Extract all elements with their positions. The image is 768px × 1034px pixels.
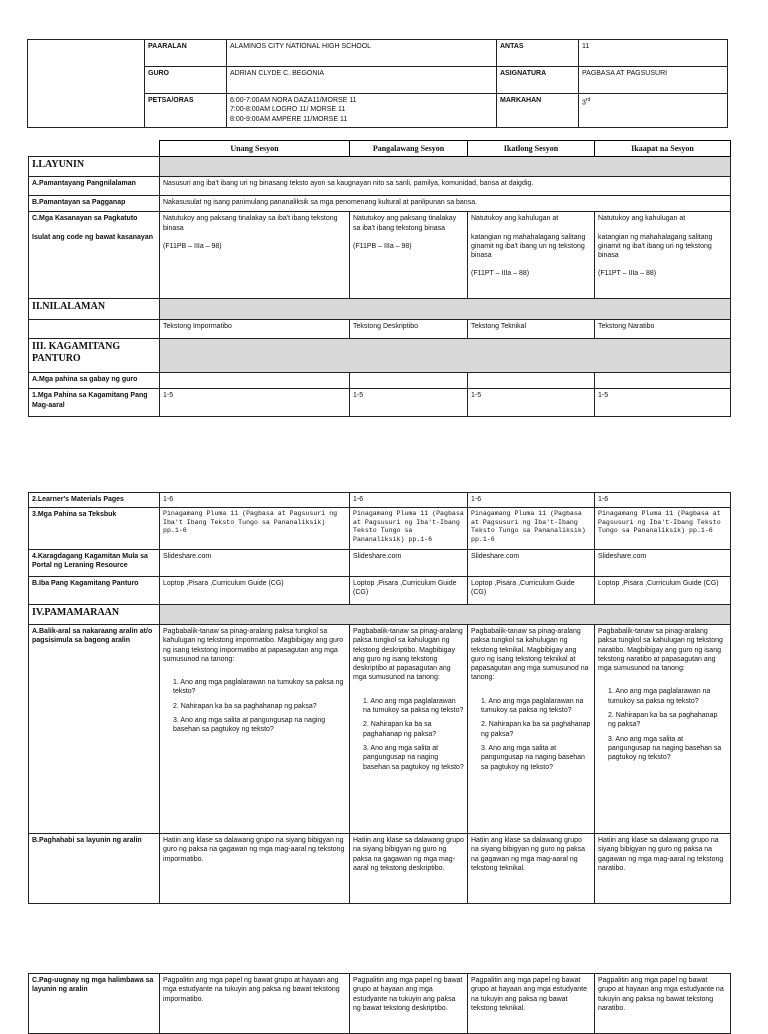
row-label: A.Mga pahina sa gabay ng guro xyxy=(29,373,160,389)
cell: Hatiin ang klase sa dalawang grupo na siyang bibigyan ng guro ng paksa na gagawan ng mga mag-aaral ng tekstong naratibo. xyxy=(595,834,731,904)
cell: Slideshare.com xyxy=(350,550,468,577)
col-pangalawa: Pangalawang Sesyon xyxy=(350,141,468,157)
markahan-label: MARKAHAN xyxy=(497,94,579,128)
row-label: 4.Karagdagang Kagamitan Mula sa Portal ng Leraning Resource xyxy=(29,550,160,577)
row-label: B.Paghahabi sa layunin ng aralin xyxy=(29,834,160,904)
cell: Hatiin ang klase sa dalawang grupo na siyang bibigyan ng guro ng paksa na gagawan ng mga mag-aaral ng tekstong impormatibo. xyxy=(160,834,350,904)
cell: Pinagamang Pluma 11 (Pagbasa at Pagsusuri ng Iba't-Ibang Teksto Tungo sa Pananaliksik) pp.1-6 xyxy=(595,508,731,550)
cell: Pagbabalik-tanaw sa pinag-aralang paksa tungkol sa kahulugan ng tekstong teknikal. Magbibigay ang guro ng isang tekstong teknikal at papasagutan ang mga sumusunod na tanong: 1. Ano ang mga paglalarawan na tumukoy sa paksa ng teksto? 2. Nahirapan ka ba sa paghahanap ng paksa? 3. Ano ang mga salita at pangungusap na naging basehan sa pagtukoy ng teksto? xyxy=(468,625,595,834)
cell: 1-6 xyxy=(595,493,731,508)
markahan-value: 3rd xyxy=(579,94,728,128)
plan-table-2 xyxy=(28,492,731,904)
guro-label: GURO xyxy=(145,67,227,94)
header-table xyxy=(27,39,728,128)
cell: Loptop ,Pisara ,Curriculum Guide (CG) xyxy=(350,577,468,605)
col-ikaapat: Ikaapat na Sesyon xyxy=(595,141,731,157)
row-label: A.Pamantayang Pangnilalaman xyxy=(29,177,160,196)
cell: Natutukoy ang kahulugan at katangian ng mahahalagang salitang ginamit ng iba't ibang uri ng tekstong binasa (F11PT – IIIa – 88) xyxy=(595,212,731,299)
guro-value: ADRIAN CLYDE C. BEGONIA xyxy=(227,67,497,94)
cell: Pagpalitin ang mga papel ng bawat grupo at hayaan ang mga estudyante na tukuyin ang paksa ng bawat tekstong impormatibo. xyxy=(160,974,350,1034)
section-nilalaman: II.NILALAMAN xyxy=(29,299,160,320)
cell: Loptop ,Pisara ,Curriculum Guide (CG) xyxy=(468,577,595,605)
cell: 1-5 xyxy=(160,389,350,417)
cell: Loptop ,Pisara ,Curriculum Guide (CG) xyxy=(160,577,350,605)
cell: Pagbabalik-tanaw sa pinag-aralang paksa tungkol sa kahulugan ng tekstong naratibo. Magbibigay ang guro ng isang tekstong naratibo at papasagutan ang mga sumusunod na tanong: 1. Ano ang mga paglalarawan na tumukoy sa paksa ng teksto? 2. Nahirapan ka ba sa paghahanap ng paksa? 3. Ano ang mga salita at pangungusap na naging basehan sa pagtukoy ng teksto? xyxy=(595,625,731,834)
cell: Pagbabalik-tanaw sa pinag-aralang paksa tungkol sa kahulugan ng tekstong impormatibo. Magbibigay ang guro ng isang tekstong impormatibo at papasagutan ang mga sumusunod na tanong: 1. Ano ang mga paglalarawan na tumukoy sa paksa ng teksto? 2. Nahirapan ka ba sa paghahanap ng paksa? 3. Ano ang mga salita at pangungusap na naging basehan sa pagtukoy ng teksto? xyxy=(160,625,350,834)
cell: Natutukoy ang kahulugan at katangian ng mahahalagang salitang ginamit ng iba't ibang uri ng tekstong binasa (F11PT – IIIa – 88) xyxy=(468,212,595,299)
row-value: Nakasusulat ng isang panimulang pananaliksik sa mga penomenang kultural at panlipunan sa bansa. xyxy=(160,196,731,212)
section-kagamitan: III. KAGAMITANG PANTURO xyxy=(29,339,160,373)
antas-label: ANTAS xyxy=(497,40,579,67)
col-ikatlo: Ikatlong Sesyon xyxy=(468,141,595,157)
row-label: 1.Mga Pahina sa Kagamitang Pang Mag-aaral xyxy=(29,389,160,417)
cell: Hatiin ang klase sa dalawang grupo na siyang bibigyan ng guro ng paksa na gagawan ng mga mag-aaral ng tekstong deskriptibo. xyxy=(350,834,468,904)
row-label: B.Pamantayan sa Pagganap xyxy=(29,196,160,212)
cell: Slideshare.com xyxy=(160,550,350,577)
section-pamamaraan: IV.PAMAMARAAN xyxy=(29,605,160,625)
col-unang: Unang Sesyon xyxy=(160,141,350,157)
cell: Tekstong Deskriptibo xyxy=(350,320,468,339)
asignatura-value: PAGBASA AT PAGSUSURI xyxy=(579,67,728,94)
cell: Tekstong Teknikal xyxy=(468,320,595,339)
cell: 1-5 xyxy=(468,389,595,417)
row-label: 3.Mga Pahina sa Teksbuk xyxy=(29,508,160,550)
cell: 1-5 xyxy=(350,389,468,417)
cell: Hatiin ang klase sa dalawang grupo na siyang bibigyan ng guro ng paksa na gagawan ng mga mag-aaral ng tekstong teknikal. xyxy=(468,834,595,904)
cell: Pinagamang Pluma 11 (Pagbasa at Pagsusuri ng Iba't-Ibang Teksto Tungo sa Pananaliksik) pp.1-6 xyxy=(468,508,595,550)
cell: Pagbabalik-tanaw sa pinag-aralang paksa tungkol sa kahulugan ng tekstong deskriptibo. Magbibigay ang guro ng isang tekstong deskriptibo at papasagutan ang mga sumusunod na tanong: 1. Ano ang mga paglalarawan na tumukoy sa paksa ng teksto? 2. Nahirapan ka ba sa paghahanap ng paksa? 3. Ano ang mga salita at pangungusap na naging basehan sa pagtukoy ng teksto? xyxy=(350,625,468,834)
cell: Pinagamang Pluma 11 (Pagbasa at Pagsusuri ng Iba't Ibang Teksto Tungo sa Pananaliksik) pp.1-6 xyxy=(160,508,350,550)
paaralan-value: ALAMINOS CITY NATIONAL HIGH SCHOOL xyxy=(227,40,497,67)
petsa-line: 7:00-8:00AM LOGRO 11/ MORSE 11 xyxy=(230,106,346,114)
cell: 1-6 xyxy=(468,493,595,508)
cell: Loptop ,Pisara ,Curriculum Guide (CG) xyxy=(595,577,731,605)
cell: 1-5 xyxy=(595,389,731,417)
cell: Slideshare.com xyxy=(468,550,595,577)
antas-value: 11 xyxy=(579,40,728,67)
row-label: 2.Learner's Materials Pages xyxy=(29,493,160,508)
cell: Slideshare.com xyxy=(595,550,731,577)
row-label: A.Balik-aral sa nakaraang aralin at/o pagsisimula sa bagong aralin xyxy=(29,625,160,834)
petsa-label: PETSA/ORAS xyxy=(145,94,227,128)
cell: 1-6 xyxy=(160,493,350,508)
petsa-line: 6:00-7:00AM NORA DAZA11/MORSE 11 xyxy=(230,97,357,104)
cell: Pagpalitin ang mga papel ng bawat grupo at hayaan ang mga estudyante na tukuyin ang paksa ng bawat tekstong deskriptibo. xyxy=(350,974,468,1034)
plan-table-3 xyxy=(28,973,731,1034)
row-value: Nasusuri ang iba't ibang uri ng binasang teksto ayon sa kaugnayan nito sa sarili, pamilya, komunidad, bansa at daigdig. xyxy=(160,177,731,196)
plan-table-1 xyxy=(28,140,731,417)
petsa-line: 8:00-9:00AM AMPERE 11/MORSE 11 xyxy=(230,115,348,123)
petsa-value xyxy=(227,94,497,128)
cell: Tekstong Impormatibo xyxy=(160,320,350,339)
cell: Tekstong Naratibo xyxy=(595,320,731,339)
cell: Natutukoy ang paksang tinalakay sa iba't ibang tekstong binasa (F11PB – IIIa – 98) xyxy=(350,212,468,299)
section-layunin: I.LAYUNIN xyxy=(29,157,160,177)
cell: Pagpalitin ang mga papel ng bawat grupo at hayaan ang mga estudyante na tukuyin ang paksa ng bawat tekstong teknikal. xyxy=(468,974,595,1034)
cell: 1-6 xyxy=(350,493,468,508)
logo-cell xyxy=(28,40,145,128)
asignatura-label: ASIGNATURA xyxy=(497,67,579,94)
cell: Pinagamang Pluma 11 (Pagbasa at Pagsusuri ng Iba't-Ibang Teksto Tungo sa Pananaliksik) pp.1-6 xyxy=(350,508,468,550)
cell: Pagpalitin ang mga papel ng bawat grupo at hayaan ang mga estudyante na tukuyin ang paksa ng bawat tekstong naratibo. xyxy=(595,974,731,1034)
row-label: C.Pag-uugnay ng mga halimbawa sa layunin ng aralin xyxy=(29,974,160,1034)
cell: Natutukoy ang paksang tinalakay sa iba't ibang tekstong binasa (F11PB – IIIa – 98) xyxy=(160,212,350,299)
row-label: C.Mga Kasanayan sa Pagkatuto Isulat ang code ng bawat kasanayan xyxy=(29,212,160,299)
row-label: B.Iba Pang Kagamitang Panturo xyxy=(29,577,160,605)
paaralan-label: PAARALAN xyxy=(145,40,227,67)
